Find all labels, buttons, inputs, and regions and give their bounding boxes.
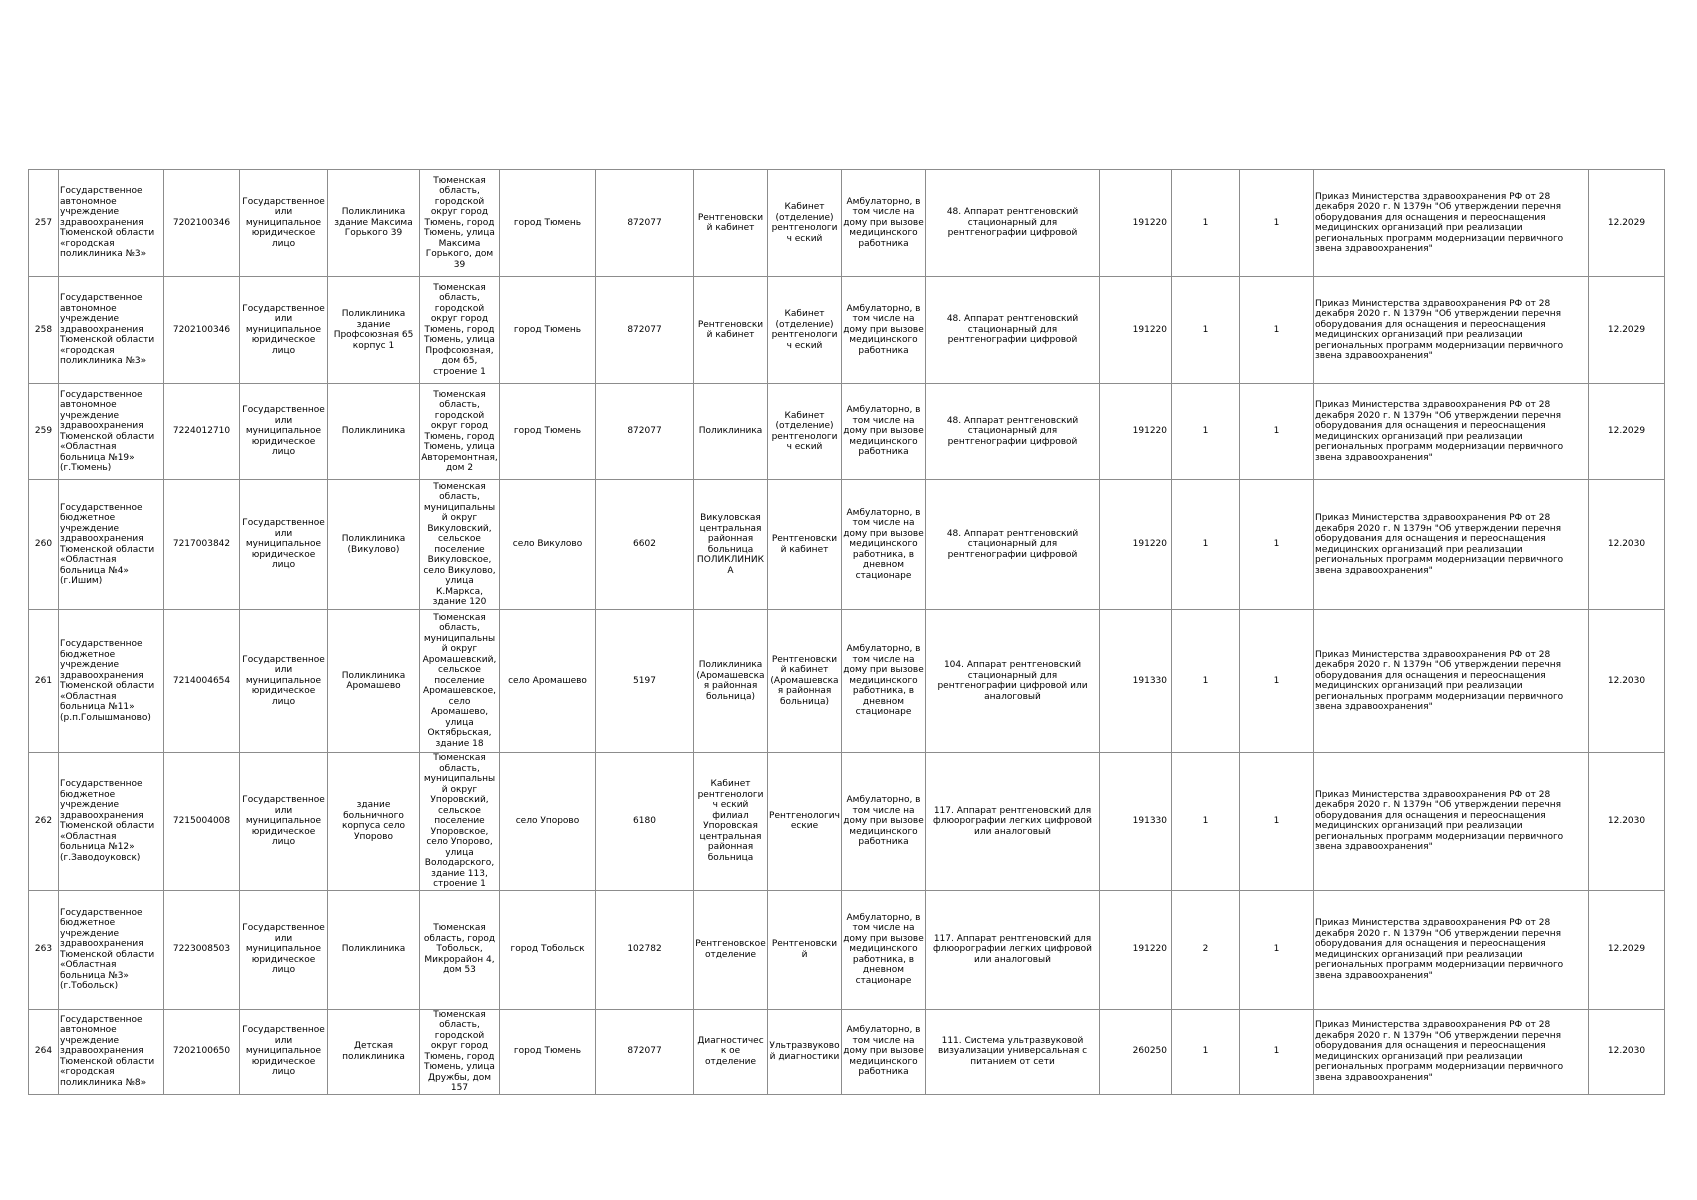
table-row — [29, 610, 1665, 753]
quantity-cell: 1 — [1172, 170, 1240, 277]
address-cell: Тюменская область, муниципальный округ Аромашевский, сельское поселение Аромашевское, село Аромашево, улица Октябрьская, здание 18 — [420, 610, 500, 753]
date-cell: 12.2030 — [1589, 753, 1665, 891]
order-cell: Приказ Министерства здравоохранения РФ от 28 декабря 2020 г. N 1379н "Об утверждении перечня оборудования для оснащения и переоснащения медицинских организаций при реализации региональных программ модернизации первичного звена здравоохранения" — [1314, 277, 1589, 384]
organization-cell: Государственное бюджетное учреждение здравоохранения Тюменской области «Областная больница №4» (г.Ишим) — [59, 480, 164, 610]
inn-cell: 7202100650 — [164, 1009, 240, 1094]
address-cell: Тюменская область, городской округ город Тюмень, город Тюмень, улица Авторемонтная, дом 2 — [420, 384, 500, 480]
date-cell: 12.2029 — [1589, 277, 1665, 384]
order-cell: Приказ Министерства здравоохранения РФ от 28 декабря 2020 г. N 1379н "Об утверждении перечня оборудования для оснащения и переоснащения медицинских организаций при реализации региональных программ модернизации первичного звена здравоохранения" — [1314, 1009, 1589, 1094]
settlement-cell: город Тобольск — [500, 890, 596, 1009]
conditions-cell: Амбулаторно, в том числе на дому при вызове медицинского работника — [842, 170, 926, 277]
inn-cell: 7214004654 — [164, 610, 240, 753]
address-cell: Тюменская область, муниципальный округ Викуловский, сельское поселение Викуловское, село Викулово, улица К.Маркса, здание 120 — [420, 480, 500, 610]
date-cell: 12.2030 — [1589, 1009, 1665, 1094]
cabinet-cell: Кабинет (отделение) рентгенологич еский — [768, 277, 842, 384]
quantity-cell: 2 — [1172, 890, 1240, 1009]
quantity-planned-cell: 1 — [1240, 890, 1314, 1009]
equipment-cell: 117. Аппарат рентгеновский для флюорографии легких цифровой или аналоговый — [926, 890, 1100, 1009]
legal-form-cell: Государственное или муниципальное юридическое лицо — [240, 610, 328, 753]
population-cell: 6602 — [596, 480, 694, 610]
conditions-cell: Амбулаторно, в том числе на дому при вызове медицинского работника — [842, 753, 926, 891]
order-cell: Приказ Министерства здравоохранения РФ от 28 декабря 2020 г. N 1379н "Об утверждении перечня оборудования для оснащения и переоснащения медицинских организаций при реализации региональных программ модернизации первичного звена здравоохранения" — [1314, 170, 1589, 277]
quantity-cell: 1 — [1172, 277, 1240, 384]
row-number-cell: 263 — [29, 890, 59, 1009]
date-cell: 12.2029 — [1589, 890, 1665, 1009]
row-number-cell: 261 — [29, 610, 59, 753]
settlement-cell: город Тюмень — [500, 170, 596, 277]
row-number-cell: 264 — [29, 1009, 59, 1094]
address-cell: Тюменская область, городской округ город Тюмень, город Тюмень, улица Максима Горького, дом 39 — [420, 170, 500, 277]
conditions-cell: Амбулаторно, в том числе на дому при вызове медицинского работника, в дневном стационаре — [842, 610, 926, 753]
quantity-planned-cell: 1 — [1240, 170, 1314, 277]
table-row — [29, 753, 1665, 891]
settlement-cell: город Тюмень — [500, 384, 596, 480]
cabinet-cell: Рентгеновский кабинет (Аромашевская районная больница) — [768, 610, 842, 753]
cabinet-cell: Рентгеновский — [768, 890, 842, 1009]
conditions-cell: Амбулаторно, в том числе на дому при вызове медицинского работника — [842, 384, 926, 480]
equipment-table — [28, 169, 1665, 1095]
organization-cell: Государственное автономное учреждение здравоохранения Тюменской области «городская поликлиника №3» — [59, 170, 164, 277]
order-cell: Приказ Министерства здравоохранения РФ от 28 декабря 2020 г. N 1379н "Об утверждении перечня оборудования для оснащения и переоснащения медицинских организаций при реализации региональных программ модернизации первичного звена здравоохранения" — [1314, 480, 1589, 610]
code-cell: 191330 — [1100, 753, 1172, 891]
department-cell: Кабинет рентгенологич еский филиал Упоровская центральная районная больница — [694, 753, 768, 891]
equipment-cell: 48. Аппарат рентгеновский стационарный для рентгенографии цифровой — [926, 277, 1100, 384]
population-cell: 5197 — [596, 610, 694, 753]
inn-cell: 7217003842 — [164, 480, 240, 610]
cabinet-cell: Кабинет (отделение) рентгенологич еский — [768, 170, 842, 277]
settlement-cell: город Тюмень — [500, 1009, 596, 1094]
conditions-cell: Амбулаторно, в том числе на дому при вызове медицинского работника, в дневном стационаре — [842, 480, 926, 610]
code-cell: 191220 — [1100, 384, 1172, 480]
code-cell: 191220 — [1100, 890, 1172, 1009]
legal-form-cell: Государственное или муниципальное юридическое лицо — [240, 277, 328, 384]
department-cell: Поликлиника (Аромашевская районная больница) — [694, 610, 768, 753]
code-cell: 191220 — [1100, 170, 1172, 277]
legal-form-cell: Государственное или муниципальное юридическое лицо — [240, 890, 328, 1009]
department-cell: Поликлиника — [694, 384, 768, 480]
facility-cell: Поликлиника (Викулово) — [328, 480, 420, 610]
code-cell: 191330 — [1100, 610, 1172, 753]
population-cell: 872077 — [596, 384, 694, 480]
address-cell: Тюменская область, город Тобольск, Микрорайон 4, дом 53 — [420, 890, 500, 1009]
legal-form-cell: Государственное или муниципальное юридическое лицо — [240, 480, 328, 610]
organization-cell: Государственное бюджетное учреждение здравоохранения Тюменской области «Областная больница №3» (г.Тобольск) — [59, 890, 164, 1009]
facility-cell: Поликлиника — [328, 890, 420, 1009]
organization-cell: Государственное бюджетное учреждение здравоохранения Тюменской области «Областная больница №11» (р.п.Голышманово) — [59, 610, 164, 753]
equipment-cell: 48. Аппарат рентгеновский стационарный для рентгенографии цифровой — [926, 170, 1100, 277]
quantity-planned-cell: 1 — [1240, 610, 1314, 753]
inn-cell: 7223008503 — [164, 890, 240, 1009]
quantity-planned-cell: 1 — [1240, 277, 1314, 384]
legal-form-cell: Государственное или муниципальное юридическое лицо — [240, 384, 328, 480]
inn-cell: 7224012710 — [164, 384, 240, 480]
cabinet-cell: Рентгенологич еские — [768, 753, 842, 891]
population-cell: 872077 — [596, 170, 694, 277]
order-cell: Приказ Министерства здравоохранения РФ от 28 декабря 2020 г. N 1379н "Об утверждении перечня оборудования для оснащения и переоснащения медицинских организаций при реализации региональных программ модернизации первичного звена здравоохранения" — [1314, 753, 1589, 891]
conditions-cell: Амбулаторно, в том числе на дому при вызове медицинского работника — [842, 1009, 926, 1094]
legal-form-cell: Государственное или муниципальное юридическое лицо — [240, 1009, 328, 1094]
table-row — [29, 1009, 1665, 1094]
facility-cell: Поликлиника здание Максима Горького 39 — [328, 170, 420, 277]
row-number-cell: 258 — [29, 277, 59, 384]
settlement-cell: село Викулово — [500, 480, 596, 610]
row-number-cell: 259 — [29, 384, 59, 480]
order-cell: Приказ Министерства здравоохранения РФ от 28 декабря 2020 г. N 1379н "Об утверждении перечня оборудования для оснащения и переоснащения медицинских организаций при реализации региональных программ модернизации первичного звена здравоохранения" — [1314, 610, 1589, 753]
address-cell: Тюменская область, городской округ город Тюмень, город Тюмень, улица Дружбы, дом 157 — [420, 1009, 500, 1094]
inn-cell: 7215004008 — [164, 753, 240, 891]
equipment-cell: 111. Система ультразвуковой визуализации универсальная с питанием от сети — [926, 1009, 1100, 1094]
quantity-planned-cell: 1 — [1240, 384, 1314, 480]
quantity-planned-cell: 1 — [1240, 753, 1314, 891]
cabinet-cell: Кабинет (отделение) рентгенологич еский — [768, 384, 842, 480]
quantity-cell: 1 — [1172, 480, 1240, 610]
code-cell: 191220 — [1100, 480, 1172, 610]
date-cell: 12.2029 — [1589, 384, 1665, 480]
table-row — [29, 384, 1665, 480]
department-cell: Рентгеновский кабинет — [694, 277, 768, 384]
cabinet-cell: Ультразвуково й диагностики — [768, 1009, 842, 1094]
population-cell: 102782 — [596, 890, 694, 1009]
table-row — [29, 277, 1665, 384]
date-cell: 12.2029 — [1589, 170, 1665, 277]
quantity-cell: 1 — [1172, 753, 1240, 891]
equipment-cell: 104. Аппарат рентгеновский стационарный для рентгенографии цифровой или аналоговый — [926, 610, 1100, 753]
conditions-cell: Амбулаторно, в том числе на дому при вызове медицинского работника — [842, 277, 926, 384]
inn-cell: 7202100346 — [164, 170, 240, 277]
quantity-cell: 1 — [1172, 1009, 1240, 1094]
table-row — [29, 890, 1665, 1009]
inn-cell: 7202100346 — [164, 277, 240, 384]
organization-cell: Государственное бюджетное учреждение здравоохранения Тюменской области «Областная больница №12» (г.Заводоуковск) — [59, 753, 164, 891]
conditions-cell: Амбулаторно, в том числе на дому при вызове медицинского работника, в дневном стационаре — [842, 890, 926, 1009]
department-cell: Рентгеновское отделение — [694, 890, 768, 1009]
address-cell: Тюменская область, городской округ город Тюмень, город Тюмень, улица Профсоюзная, дом 65, строение 1 — [420, 277, 500, 384]
facility-cell: Детская поликлиника — [328, 1009, 420, 1094]
quantity-cell: 1 — [1172, 610, 1240, 753]
population-cell: 872077 — [596, 277, 694, 384]
order-cell: Приказ Министерства здравоохранения РФ от 28 декабря 2020 г. N 1379н "Об утверждении перечня оборудования для оснащения и переоснащения медицинских организаций при реализации региональных программ модернизации первичного звена здравоохранения" — [1314, 384, 1589, 480]
row-number-cell: 257 — [29, 170, 59, 277]
quantity-planned-cell: 1 — [1240, 480, 1314, 610]
row-number-cell: 262 — [29, 753, 59, 891]
settlement-cell: город Тюмень — [500, 277, 596, 384]
department-cell: Рентгеновский кабинет — [694, 170, 768, 277]
quantity-planned-cell: 1 — [1240, 1009, 1314, 1094]
facility-cell: Поликлиника Аромашево — [328, 610, 420, 753]
row-number-cell: 260 — [29, 480, 59, 610]
code-cell: 260250 — [1100, 1009, 1172, 1094]
department-cell: Диагностическ ое отделение — [694, 1009, 768, 1094]
facility-cell: здание больничного корпуса село Упорово — [328, 753, 420, 891]
department-cell: Викуловская центральная районная больница ПОЛИКЛИНИКА — [694, 480, 768, 610]
organization-cell: Государственное автономное учреждение здравоохранения Тюменской области «городская поликлиника №8» — [59, 1009, 164, 1094]
order-cell: Приказ Министерства здравоохранения РФ от 28 декабря 2020 г. N 1379н "Об утверждении перечня оборудования для оснащения и переоснащения медицинских организаций при реализации региональных программ модернизации первичного звена здравоохранения" — [1314, 890, 1589, 1009]
table-row — [29, 480, 1665, 610]
date-cell: 12.2030 — [1589, 480, 1665, 610]
legal-form-cell: Государственное или муниципальное юридическое лицо — [240, 170, 328, 277]
population-cell: 872077 — [596, 1009, 694, 1094]
facility-cell: Поликлиника — [328, 384, 420, 480]
code-cell: 191220 — [1100, 277, 1172, 384]
population-cell: 6180 — [596, 753, 694, 891]
equipment-cell: 48. Аппарат рентгеновский стационарный для рентгенографии цифровой — [926, 384, 1100, 480]
organization-cell: Государственное автономное учреждение здравоохранения Тюменской области «Областная больница №19» (г.Тюмень) — [59, 384, 164, 480]
cabinet-cell: Рентгеновский кабинет — [768, 480, 842, 610]
legal-form-cell: Государственное или муниципальное юридическое лицо — [240, 753, 328, 891]
quantity-cell: 1 — [1172, 384, 1240, 480]
settlement-cell: село Аромашево — [500, 610, 596, 753]
equipment-cell: 48. Аппарат рентгеновский стационарный для рентгенографии цифровой — [926, 480, 1100, 610]
equipment-cell: 117. Аппарат рентгеновский для флюорографии легких цифровой или аналоговый — [926, 753, 1100, 891]
table-row — [29, 170, 1665, 277]
address-cell: Тюменская область, муниципальный округ Упоровский, сельское поселение Упоровское, село Упорово, улица Володарского, здание 113, строение 1 — [420, 753, 500, 891]
facility-cell: Поликлиника здание Профсоюзная 65 корпус 1 — [328, 277, 420, 384]
organization-cell: Государственное автономное учреждение здравоохранения Тюменской области «городская поликлиника №3» — [59, 277, 164, 384]
date-cell: 12.2030 — [1589, 610, 1665, 753]
settlement-cell: село Упорово — [500, 753, 596, 891]
